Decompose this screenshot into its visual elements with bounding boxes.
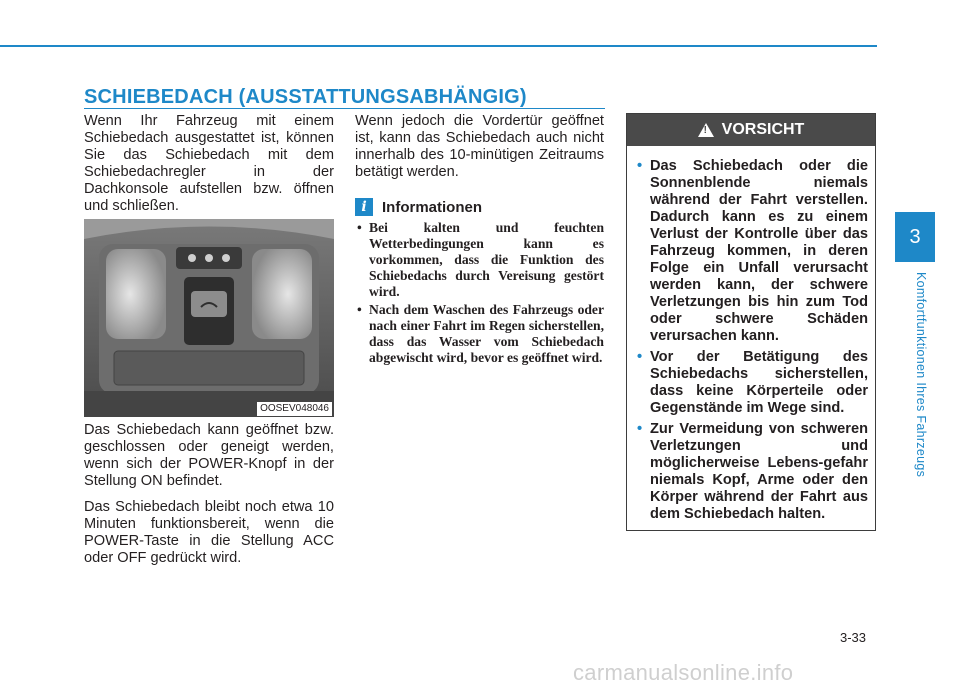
caution-box	[626, 113, 876, 531]
caution-item: • Vor der Betätigung des Schiebedachs sicherstellen, dass keine Körperteile oder Gegenstände im Wege sind.	[637, 349, 868, 417]
watermark: carmanualsonline.info	[573, 660, 794, 685]
operation-paragraph: Das Schiebedach kann geöffnet bzw. geschlossen oder geneigt werden, wenn sich der POWER-Knopf in der Stellung ON befindet.	[84, 422, 334, 489]
caution-header	[627, 114, 875, 146]
info-item: • Nach dem Waschen des Fahrzeugs oder nach einer Fahrt im Regen sicherstellen, dass das Wasser vom Schiebedach abgewischt wird, bevor es geöffnet wird.	[355, 302, 604, 366]
chapter-number-tab: 3	[895, 212, 935, 262]
caution-list	[637, 158, 868, 527]
info-icon: i	[355, 198, 373, 216]
section-title: SCHIEBEDACH (AUSSTATTUNGSABHÄNGIG)	[84, 86, 527, 108]
overhead-console-photo	[84, 219, 334, 417]
overhead-console-illustration	[84, 219, 334, 417]
info-list	[355, 220, 604, 368]
intro-paragraph: Wenn Ihr Fahrzeug mit einem Schiebedach ausgestattet ist, können Sie das Schiebedach mit dem Schiebedachregler in der Dachkonsole aufstellen bzw. öffnen und schließen.	[84, 113, 334, 214]
chapter-title-vertical	[915, 272, 927, 492]
column-1-body	[84, 422, 334, 576]
column-1-intro	[84, 113, 334, 224]
top-rule	[0, 45, 877, 47]
info-label: Informationen	[382, 198, 482, 216]
caution-item: • Zur Vermeidung von schweren Verletzungen und möglicherweise Lebens-gefahr niemals Kopf, Arme oder den Körper während der Fahrt aus dem Schiebedach halten.	[637, 421, 868, 523]
column-2	[355, 113, 604, 190]
door-open-paragraph: Wenn jedoch die Vordertür geöffnet ist, kann das Schiebedach auch nicht innerhalb des 10-minütigen Zeitraums betätigt werden.	[355, 113, 604, 180]
page-number: 3-33	[840, 630, 867, 645]
warning-triangle-icon: !	[698, 123, 714, 137]
title-rule	[84, 108, 605, 109]
chapter-title: Komfortfunktionen Ihres Fahrzeugs	[914, 272, 928, 478]
timer-paragraph: Das Schiebedach bleibt noch etwa 10 Minuten funktionsbereit, wenn die POWER-Taste in die Stellung ACC oder OFF gedrückt wird.	[84, 499, 334, 566]
caution-title: VORSICHT	[721, 121, 805, 138]
info-heading	[355, 198, 482, 216]
caution-item: • Das Schiebedach oder die Sonnenblende niemals während der Fahrt verstellen. Dadurch kann es zu einem Verlust der Kontrolle über das Fahrzeug kommen, in deren Folge ein Unfall verursacht werden kann, der schwere Verletzungen bis hin zum Tod oder schwere Schäden verursachen kann.	[637, 158, 868, 345]
figure-code: OOSEV048046	[257, 402, 332, 416]
info-item: • Bei kalten und feuchten Wetterbedingungen kann es vorkommen, dass die Funktion des Schiebedachs durch Vereisung gestört wird.	[355, 220, 604, 300]
